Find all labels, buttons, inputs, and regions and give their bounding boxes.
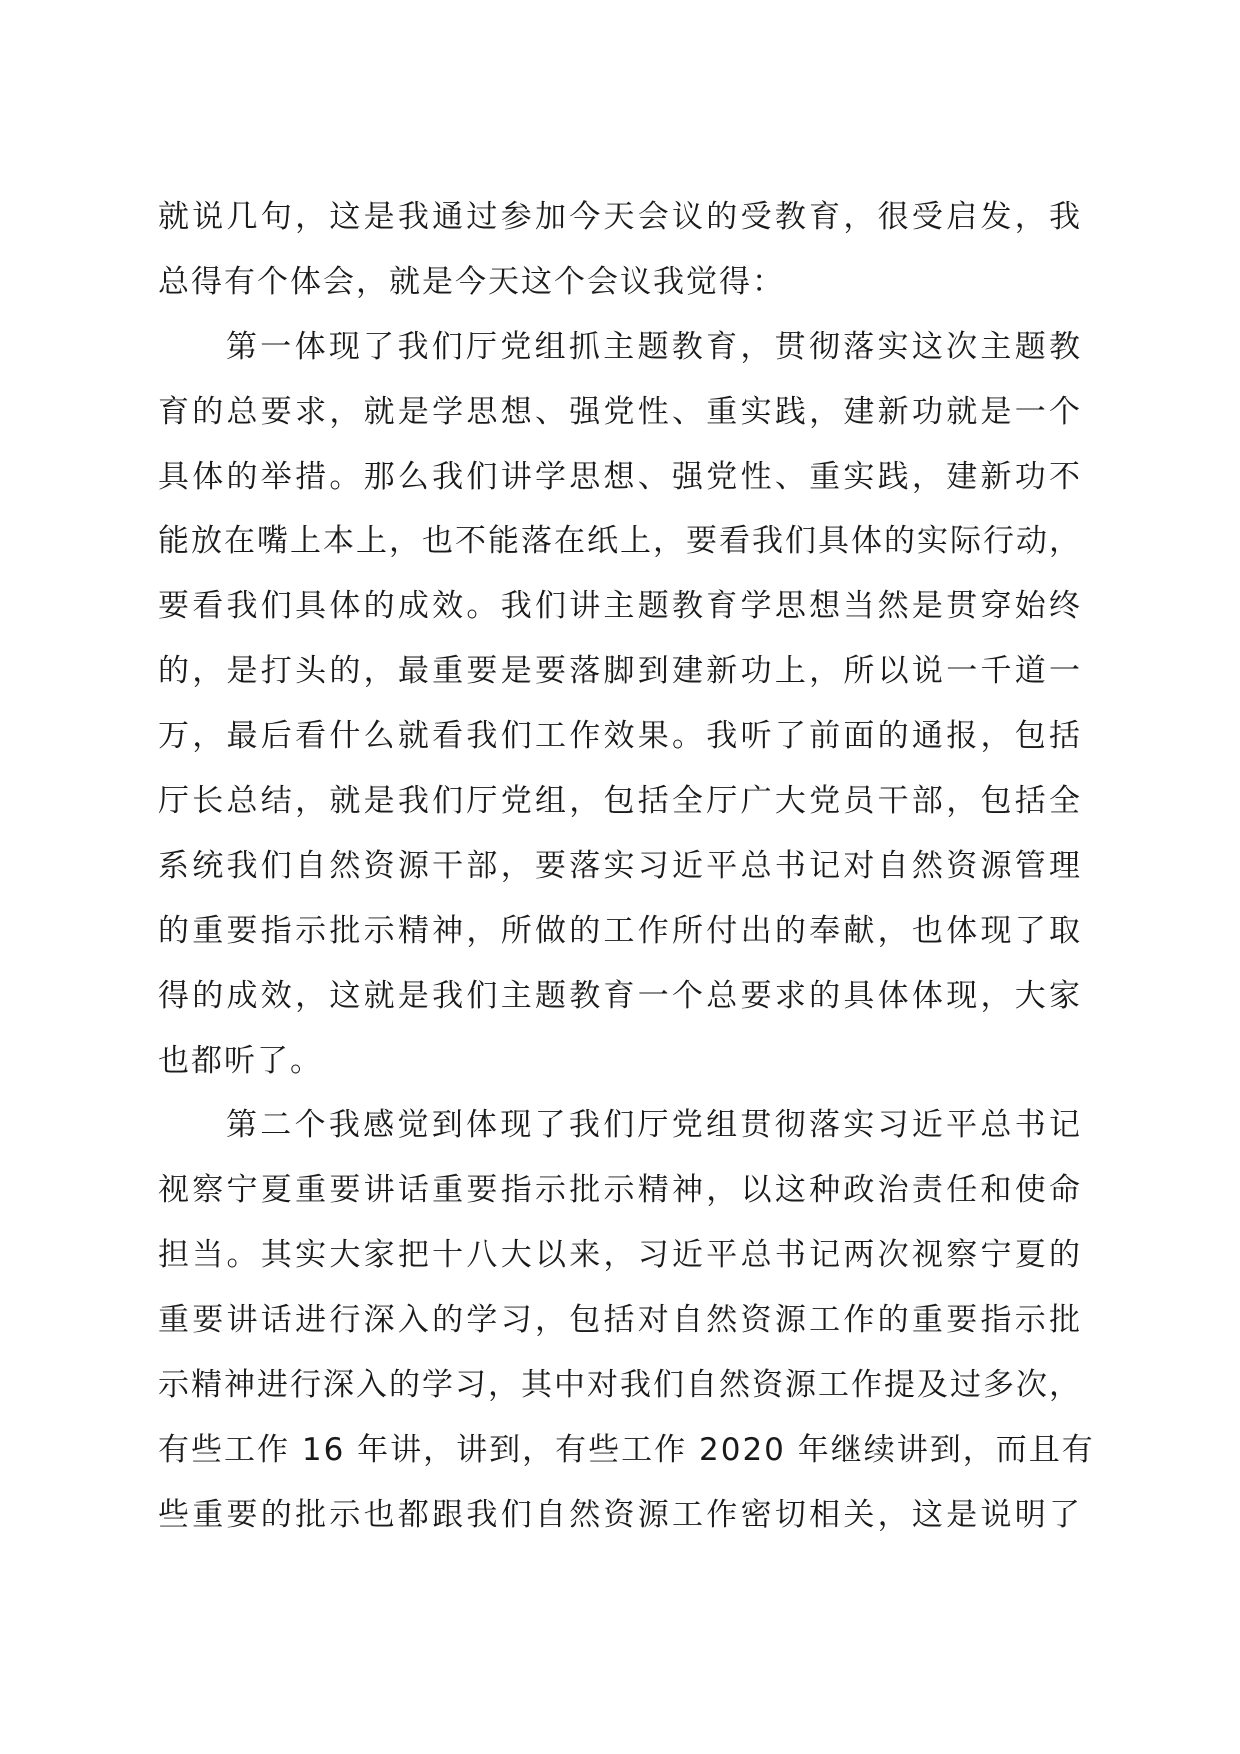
text-line: 示精神进行深入的学习，其中对我们自然资源工作提及过多次， xyxy=(158,1367,1082,1404)
text-line: 视察宁夏重要讲话重要指示批示精神，以这种政治责任和使命 xyxy=(158,1172,1082,1209)
paragraph-first-line: 第二个我感觉到体现了我们厅党组贯彻落实习近平总书记 xyxy=(226,1107,1082,1144)
text-line: 些重要的批示也都跟我们自然资源工作密切相关，这是说明了 xyxy=(158,1496,1082,1533)
text-line: 有些工作 16 年讲，讲到，有些工作 2020 年继续讲到，而且有 xyxy=(158,1431,1095,1468)
text-line: 得的成效，这就是我们主题教育一个总要求的具体体现，大家 xyxy=(158,977,1082,1014)
text-line: 要看我们具体的成效。我们讲主题教育学思想当然是贯穿始终 xyxy=(158,588,1082,625)
paragraph-first-line: 第一体现了我们厅党组抓主题教育，贯彻落实这次主题教 xyxy=(226,328,1082,365)
text-line: 能放在嘴上本上，也不能落在纸上，要看我们具体的实际行动， xyxy=(158,523,1082,560)
text-line: 也都听了。 xyxy=(158,1042,323,1079)
text-line: 总得有个体会，就是今天这个会议我觉得： xyxy=(158,263,785,300)
text-line: 万，最后看什么就看我们工作效果。我听了前面的通报，包括 xyxy=(158,718,1082,755)
text-line: 厅长总结，就是我们厅党组，包括全厅广大党员干部，包括全 xyxy=(158,783,1082,820)
text-line: 担当。其实大家把十八大以来，习近平总书记两次视察宁夏的 xyxy=(158,1237,1082,1274)
text-line: 重要讲话进行深入的学习，包括对自然资源工作的重要指示批 xyxy=(158,1302,1082,1339)
text-line: 具体的举措。那么我们讲学思想、强党性、重实践，建新功不 xyxy=(158,458,1082,495)
text-line: 的，是打头的，最重要是要落脚到建新功上，所以说一千道一 xyxy=(158,653,1082,690)
text-line: 育的总要求，就是学思想、强党性、重实践，建新功就是一个 xyxy=(158,393,1082,430)
document-body xyxy=(158,185,1095,1548)
text-line: 的重要指示批示精神，所做的工作所付出的奉献，也体现了取 xyxy=(158,912,1082,949)
text-line: 系统我们自然资源干部，要落实习近平总书记对自然资源管理 xyxy=(158,847,1082,884)
text-line: 就说几句，这是我通过参加今天会议的受教育，很受启发，我 xyxy=(158,199,1082,235)
